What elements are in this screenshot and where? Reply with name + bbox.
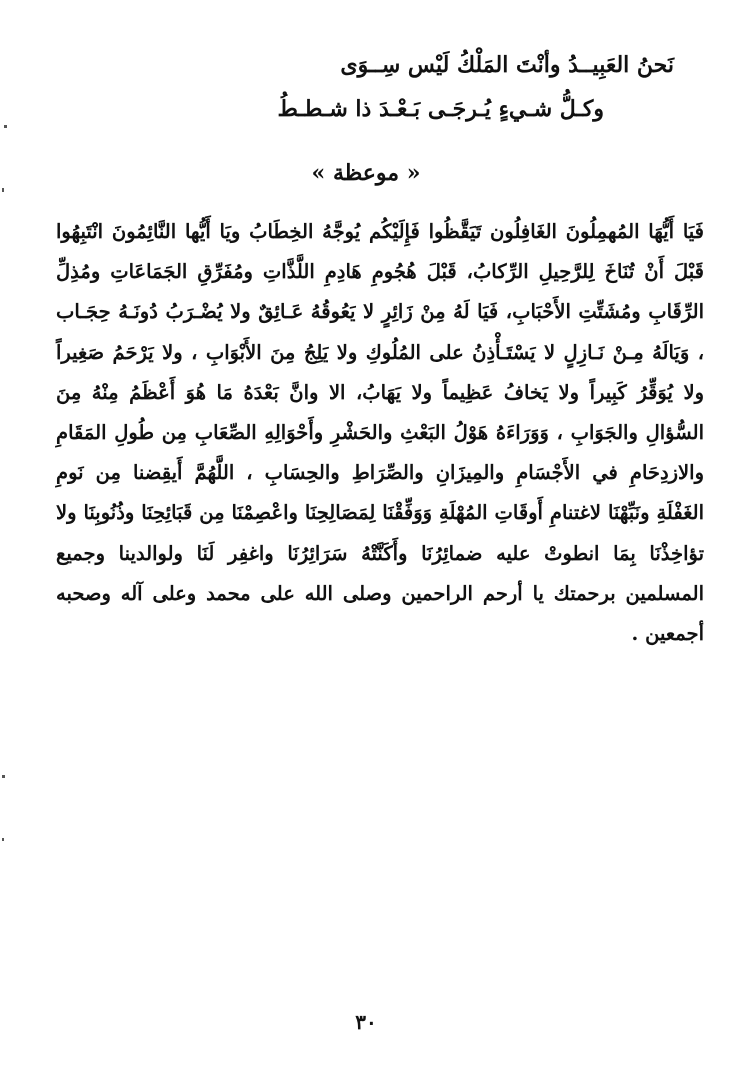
section-heading: « موعظة »	[311, 160, 421, 186]
poem-verse-2: وكـلُّ شـيءٍ يُـرجَـى بَـعْـدَ ذا شـطـطُ	[277, 96, 604, 122]
sermon-paragraph: فَيَا أَيُّهَا المُهمِلُونَ الغَافِلُون تَيَقَّظُوا فَإِلَيْكُم يُوجَّهُ الخِطَابُ ويَا أَيُّها النَّائِمُونَ انْتَبِهُوا قَبْلَ أَنْ تُنَاخَ لِلرَّحِيلِ الرِّكابُ، قَبْلَ هُجُومِ هَادِمِ اللَّذَّاتِ ومُفَرِّقِ الجَمَاعَاتِ ومُذِلِّ الرِّقَابِ ومُشَتِّتِ الأَحْبَابِ، فَيَا لَهُ مِنْ زَائِرٍ لا يَعُوقُهُ عَـائِقٌ ولا يُضْـرَبُ دُونَـهُ حِجَـاب ، وَيَالَهُ مِـنْ نَـازِلٍ لا يَسْتَـأْذِنُ على المُلُوكِ ولا يَلِجُ مِنَ الأَبْوَابِ ، ولا يَرْحَمُ صَغِيراً ولا يُوَقِّرُ كَبِيراً ولا يَخافُ عَظِيماً ولا يَهَابُ، الا وانَّ بَعْدَهُ مَا هُوَ أَعْظَمُ مِنْهُ مِنَ السُّؤالِ والجَوَابِ ، وَوَرَاءَهُ هَوْلُ البَعْثِ والحَشْرِ وأَحْوَالِهِ الصِّعَابِ مِن طُولِ المَقَامِ والازدِحَامِ في الأَجْسَامِ والمِيزَانِ والصِّرَاطِ والحِسَابِ ، اللَّهُمَّ أَيقِضنا مِن نَومِ الغَفْلَةِ ونَبِّهْنَا لاغتنامِ أَوقَاتِ المُهْلَةِ وَوَفِّقْنَا لِمَصَالِحِنَا واعْصِمْنَا مِن قَبَائِحِنَا وذُنُوبِنَا ولا تؤاخِذْنَا بِمَا انطوتْ عليه ضمائِرُنَا وأَكَنَّتْهُ سَرَائِرُنَا واغفِر لَنَا ولوالدينا وجميع المسلمين برحمتك يا أرحم الراحمين وصلى الله على محمد وعلى آله وصحبه أجمعين .	[56, 220, 704, 646]
scan-speck	[2, 188, 4, 192]
scan-speck	[2, 838, 4, 841]
scan-speck	[2, 775, 5, 778]
poem-verse-1: نَحنُ العَبِيــدُ وأنْتَ المَلْكُ لَيْس سِــوَى	[340, 52, 674, 78]
scan-speck	[4, 125, 7, 128]
page-number: ٣٠	[355, 1010, 377, 1034]
